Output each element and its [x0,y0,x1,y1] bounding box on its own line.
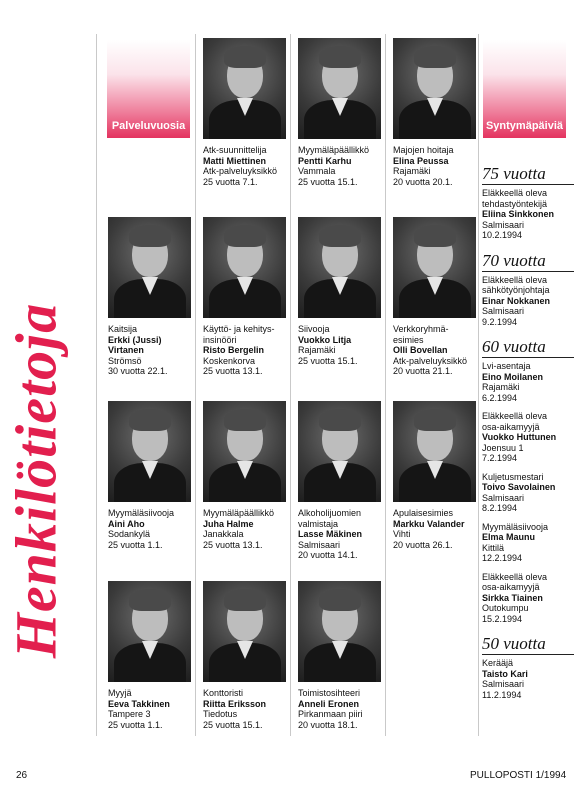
person-card [298,581,381,730]
birthday-date: 8.2.1994 [482,503,518,513]
person-card [298,38,381,187]
column-divider [195,34,196,736]
birthday-date: 9.2.1994 [482,316,518,327]
portrait-photo [393,217,476,318]
birthdays-column [482,162,574,708]
birthday-title: Kuljetusmestari [482,471,544,482]
column-divider [385,34,386,736]
birthday-name: Eliina Sinkkonen [482,209,555,219]
person-years: 25 vuotta 7.1. [203,176,258,187]
person-place: Vihti [393,529,411,539]
person-place: Atk-palveluyksikkö [203,166,278,176]
birthday-name: Einar Nokkanen [482,295,551,306]
portrait-photo [203,217,286,318]
person-card [393,38,476,187]
person-name: Matti Miettinen [203,155,266,166]
age-group-header: 60 vuotta [482,335,574,358]
birthday-place: Rajamäki [482,382,520,392]
person-name: Lasse Mäkinen [298,529,363,539]
birthday-date: 12.2.1994 [482,553,523,563]
person-title: Myyjä [108,688,132,698]
section-title [4,200,68,760]
birthday-name: Sirkka Tiainen [482,592,543,603]
person-title: Toimistosihteeri [298,688,361,698]
person-card [203,401,286,550]
portrait-photo [108,217,191,318]
person-place: Tampere 3 [108,709,151,719]
service-years-label: Palveluvuosia [111,120,186,132]
person-title: Alkoholijuomien [298,508,362,518]
person-name: Erkki (Jussi) [108,334,162,345]
portrait-photo [298,217,381,318]
age-group-header: 75 vuotta [482,162,574,185]
birthday-entry [482,522,574,564]
age-group-header: 70 vuotta [482,249,574,272]
person-card [298,217,381,366]
person-place: Rajamäki [298,345,336,355]
birthday-date: 6.2.1994 [482,392,518,403]
column-divider [96,34,97,736]
portrait-photo [203,401,286,502]
age-group-header: 50 vuotta [482,632,574,655]
birthday-place: Kittilä [482,542,505,553]
person-card [108,401,191,550]
person-name: Juha Halme [203,518,254,529]
person-title: insinööri [203,334,237,345]
person-title: Myymäläpäällikkö [203,508,275,518]
birthday-name: Toivo Savolainen [482,482,556,492]
person-title: Myymäläpäällikkö [298,145,370,155]
birthday-entry [482,658,574,700]
person-card [393,401,476,550]
birthday-title: Eläkkeellä oleva [482,188,548,198]
person-years: 25 vuotta 15.1. [298,355,358,366]
birthday-date: 7.2.1994 [482,453,518,463]
column-divider [478,34,479,736]
person-name: Olli Bovellan [393,345,448,355]
person-years: 20 vuotta 20.1. [393,176,453,187]
person-card [203,581,286,730]
birthdays-tab [483,40,566,138]
person-years: 25 vuotta 13.1. [203,539,263,550]
person-title: Kaitsija [108,324,138,334]
person-years: 25 vuotta 13.1. [203,366,263,376]
person-title: Konttoristi [203,688,244,698]
birthday-entry [482,188,574,241]
birthday-place: Outokumpu [482,603,529,613]
birthday-entry [482,572,574,625]
person-card [393,217,476,377]
birthday-title: osa-aikamyyjä [482,421,540,432]
person-card [203,217,286,377]
birthday-title: tehdastyöntekijä [482,198,548,209]
person-title: Atk-suunnittelija [203,145,267,155]
birthday-title: Eläkkeellä oleva [482,571,548,582]
birthday-entry [482,472,574,514]
person-place: Janakkala [203,529,244,539]
birthday-title: Lvi-asentaja [482,361,531,371]
person-years: 25 vuotta 1.1. [108,719,163,730]
birthday-place: Salmisaari [482,679,525,689]
person-place: Koskenkorva [203,355,256,366]
person-name: Eeva Takkinen [108,698,170,709]
person-years: 20 vuotta 18.1. [298,719,358,730]
birthday-place: Salmisaari [482,306,525,316]
person-years: 20 vuotta 14.1. [298,550,358,560]
person-place: Rajamäki [393,166,431,176]
page-number: 26 [16,770,28,781]
birthday-entry [482,411,574,464]
birthday-place: Salmisaari [482,219,525,230]
person-name: Pentti Karhu [298,155,352,166]
birthday-title: Eläkkeellä oleva [482,274,548,285]
portrait-photo [298,38,381,139]
person-name: Aini Aho [108,518,145,529]
birthday-title: Eläkkeellä oleva [482,411,548,421]
birthday-title: Myymäläsiivooja [482,521,549,532]
person-place: Salmisaari [298,539,341,550]
birthday-place: Salmisaari [482,492,525,503]
portrait-photo [393,38,476,139]
person-title: Käyttö- ja kehitys- [203,324,275,334]
portrait-photo [393,401,476,502]
birthdays-label: Syntymäpäiviä [485,120,564,132]
column-divider [290,34,291,736]
birthday-date: 11.2.1994 [482,689,522,700]
person-title: valmistaja [298,518,339,529]
birthday-title: Kerääjä [482,658,514,668]
birthday-title: sähkötyönjohtaja [482,285,550,295]
person-title: Majojen hoitaja [393,145,454,155]
section-title-text: Henkilötietoja [3,302,69,658]
birthday-name: Taisto Kari [482,668,528,679]
person-place: Pirkanmaan piiri [298,709,363,719]
birthday-date: 10.2.1994 [482,230,523,240]
person-card [203,38,286,187]
publication-name: PULLOPOSTI 1/1994 [470,770,567,781]
person-name: Virtanen [108,345,144,355]
person-place: Strömsö [108,355,142,366]
portrait-photo [108,581,191,682]
birthday-title: osa-aikamyyjä [482,582,540,592]
person-title: Siivooja [298,324,330,334]
portrait-photo [298,401,381,502]
person-card [108,581,191,730]
person-years: 25 vuotta 15.1. [298,176,358,187]
person-name: Anneli Eronen [298,698,360,709]
person-years: 25 vuotta 1.1. [108,539,163,550]
portrait-photo [203,581,286,682]
portrait-photo [203,38,286,139]
person-title: Verkkoryhmä- [393,324,449,334]
birthday-name: Eino Moilanen [482,371,544,382]
person-name: Riitta Eriksson [203,698,267,709]
person-years: 30 vuotta 22.1. [108,366,168,376]
service-years-tab [107,40,190,138]
person-title: Myymäläsiivooja [108,508,175,518]
person-years: 20 vuotta 26.1. [393,539,453,550]
person-title: esimies [393,334,424,345]
portrait-photo [108,401,191,502]
birthday-date: 15.2.1994 [482,613,523,624]
birthday-name: Elma Maunu [482,532,536,542]
person-name: Risto Bergelin [203,345,265,355]
birthday-place: Joensuu 1 [482,442,524,453]
person-name: Elina Peussa [393,155,449,166]
birthday-entry [482,361,574,403]
person-title: Apulaisesimies [393,508,454,518]
birthday-name: Vuokko Huttunen [482,432,557,442]
person-name: Markku Valander [393,518,465,529]
person-place: Atk-palveluyksikkö [393,355,468,366]
person-name: Vuokko Litja [298,334,352,345]
person-card [108,217,191,377]
person-card [298,401,381,561]
birthday-entry [482,275,574,328]
person-years: 25 vuotta 15.1. [203,719,263,730]
person-place: Vammala [298,166,336,176]
person-years: 20 vuotta 21.1. [393,366,453,376]
person-place: Tiedotus [203,709,238,719]
person-place: Sodankylä [108,529,151,539]
portrait-photo [298,581,381,682]
